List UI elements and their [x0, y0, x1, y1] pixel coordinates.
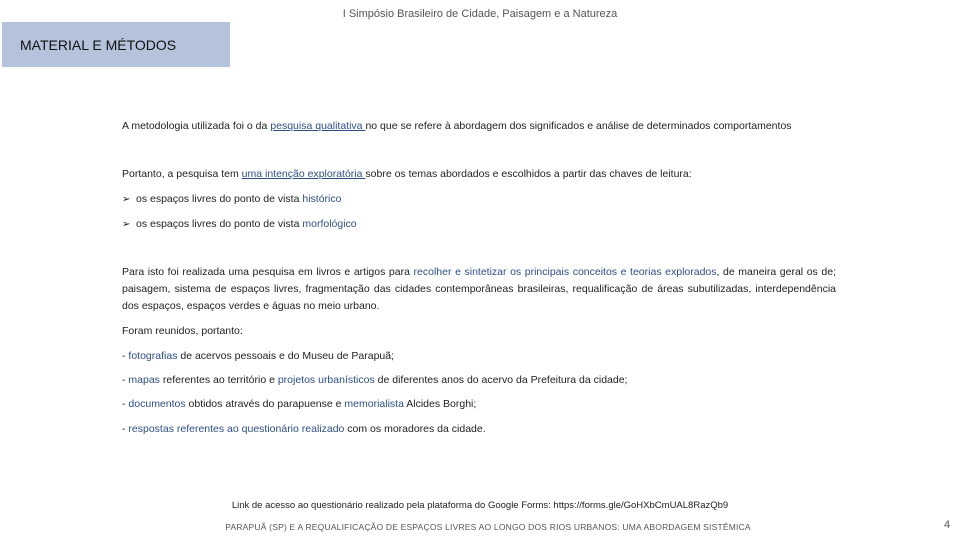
list-highlight: fotografias [128, 350, 178, 362]
paragraph-gathered: Foram reunidos, portanto: [122, 325, 243, 337]
footer-title: PARAPUÃ (SP) E A REQUALIFICAÇÃO DE ESPAÇOS LIVRES AO LONGO DOS RIOS URBANOS: UMA ABORDAGEM SISTÊMICA [225, 522, 751, 532]
section-header [2, 22, 230, 67]
section-title: MATERIAL E MÉTODOS [20, 37, 177, 53]
paragraph-highlight: recolher e sintetizar os principais conceitos e teorias explorados [413, 266, 717, 278]
list-item: - respostas referentes ao questionário realizado com os moradores da cidade. [122, 423, 486, 435]
paragraph-text: Portanto, a pesquisa tem [122, 168, 242, 180]
paragraph-research [122, 264, 836, 315]
bullet-item [122, 191, 836, 208]
list-item: - documentos obtidos através do parapuense e memorialista Alcides Borghi; [122, 398, 477, 410]
arrow-bullet-icon: ➢ [122, 219, 131, 230]
bullet-highlight: histórico [302, 193, 342, 205]
paragraph-text: no que se refere à abordagem dos significados e análise de determinados comportamentos [365, 120, 792, 132]
paragraph-text: A metodologia utilizada foi o da [122, 120, 271, 132]
bullet-item [122, 216, 836, 233]
event-title: I Simpósio Brasileiro de Cidade, Paisagem e a Natureza [342, 8, 618, 20]
paragraph-text: Para isto foi realizada uma pesquisa em livros e artigos para [122, 266, 414, 278]
list-highlight: mapas [128, 374, 160, 386]
questionnaire-link[interactable]: Link de acesso ao questionário realizado pela plataforma do Google Forms: https://forms.gle/GoHXbCmUAL8RazQb9 [231, 500, 729, 511]
bullet-highlight: morfológico [302, 218, 357, 230]
list-highlight: respostas referentes ao questionário realizado [128, 423, 345, 435]
list-highlight: documentos [128, 398, 186, 410]
paragraph-text: sobre os temas abordados e escolhidos a partir das chaves de leitura: [365, 168, 692, 180]
page-number: 4 [944, 519, 951, 531]
exploratory-intent-link[interactable]: uma intenção exploratória [241, 168, 366, 180]
paragraph-exploratory [122, 166, 836, 183]
list-highlight: memorialista [344, 398, 404, 410]
arrow-bullet-icon: ➢ [122, 194, 131, 205]
bullet-text: os espaços livres do ponto de vista [136, 193, 303, 205]
bullet-text: os espaços livres do ponto de vista [136, 218, 303, 230]
paragraph-methodology [122, 118, 836, 135]
list-highlight: projetos urbanísticos [277, 374, 375, 386]
qualitative-research-link[interactable]: pesquisa qualitativa [270, 120, 366, 132]
list-item: - fotografias de acervos pessoais e do Museu de Parapuã; [122, 350, 395, 362]
list-item: - mapas referentes ao território e projetos urbanísticos de diferentes anos do acervo da Prefeitura da cidade; [122, 374, 628, 386]
paragraph-text: , de maneira geral os de; paisagem, sistema de espaços livres, fragmentação das cidades contemporâneas brasileiras, requalificação de áreas subutilizadas, interdependência dos espaços, espaços verdes e águas no meio urbano. [122, 266, 836, 312]
